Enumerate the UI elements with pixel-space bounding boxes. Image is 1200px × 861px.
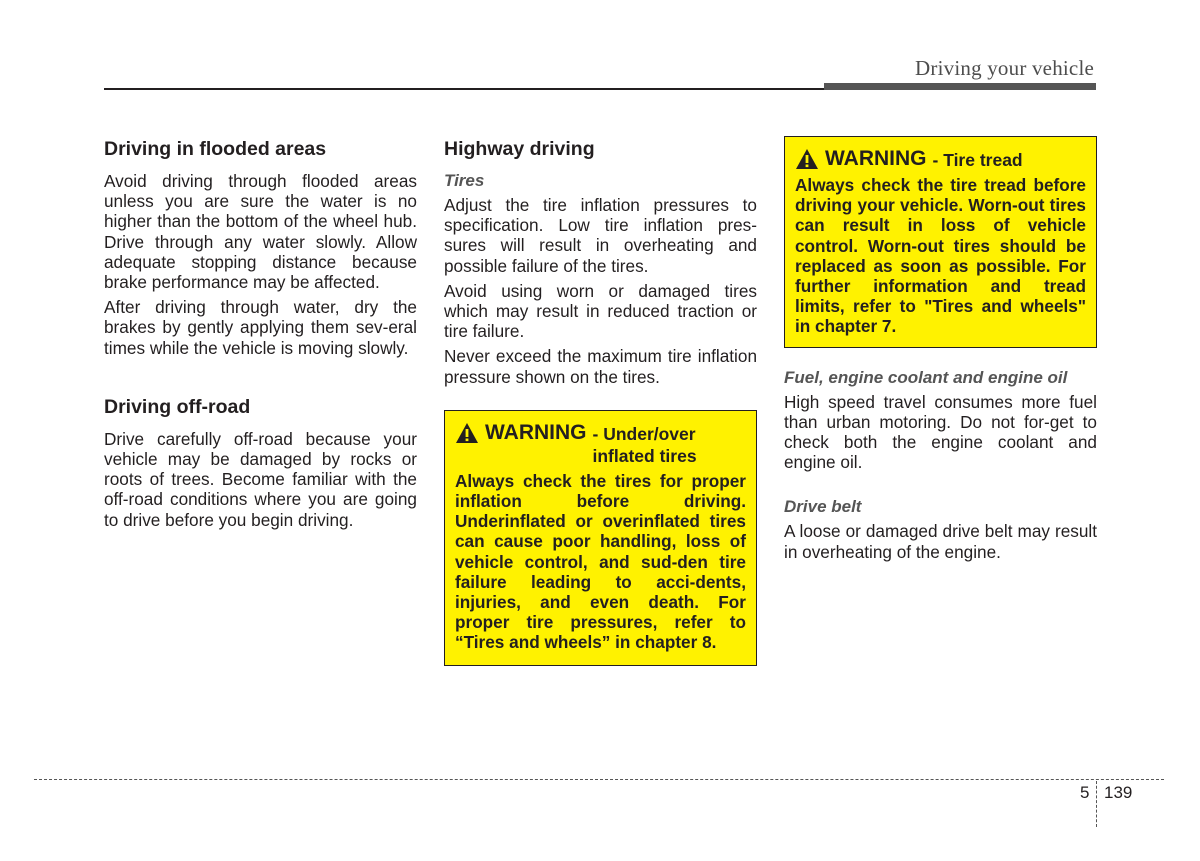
- subheading-fuel-coolant-oil: Fuel, engine coolant and engine oil: [784, 367, 1068, 387]
- warning-body: Always check the tire tread before driving your vehicle. Worn-out tires can result in loss of vehicle control. Worn-out tires should be replaced as soon as possible. For further information and tread limits, refer to "Tires and wheels" in chapter 7.: [795, 175, 1086, 337]
- tires-paragraph-2: Avoid using worn or damaged tires which may result in reduced traction or tire failure.: [444, 280, 757, 342]
- column-left: [104, 136, 417, 535]
- subheading-tires: Tires: [444, 171, 485, 190]
- tires-paragraph-1: Adjust the tire inflation pressures to specification. Low tire inflation pres-sures will result in overheating and possible failure of the tires.: [444, 195, 757, 276]
- column-right: [784, 136, 1097, 567]
- flooded-paragraph-1: Avoid driving through flooded areas unless you are sure the water is no higher than the bottom of the wheel hub. Drive through any water slowly. Allow adequate stopping distance because brake performance may be affected.: [104, 171, 417, 293]
- heading-flooded-areas: Driving in flooded areas: [104, 138, 327, 160]
- header-rule-accent: [824, 83, 1096, 90]
- header-rule: [104, 88, 824, 90]
- belt-paragraph-1: A loose or damaged drive belt may result in overheating of the engine.: [784, 521, 1097, 562]
- offroad-paragraph-1: Drive carefully off-road because your vehicle may be damaged by rocks or roots of trees. Become familiar with the off-road conditions where you are going to drive before you begin driving.: [104, 428, 417, 530]
- warning-body: Always check the tires for proper inflation before driving. Underinflated or overinflated tires can cause poor handling, loss of vehicle control, and sud-den tire failure leading to acci-dents, injuries, and even death. For proper tire pressures, refer to “Tires and wheels” in chapter 8.: [455, 470, 746, 653]
- page-number: 139: [1104, 783, 1133, 802]
- warning-box-tire-tread: [784, 136, 1097, 348]
- warning-subtitle: - Under/over inflated tires: [592, 423, 697, 466]
- warning-label: WARNING: [825, 147, 927, 170]
- heading-off-road: Driving off-road: [104, 395, 251, 418]
- flooded-paragraph-2: After driving through water, dry the brakes by gently applying them sev-eral times while the vehicle is moving slowly.: [104, 297, 417, 358]
- subheading-drive-belt: Drive belt: [784, 497, 862, 517]
- running-header: Driving your vehicle: [915, 56, 1094, 80]
- column-middle: [444, 136, 757, 666]
- warning-subtitle: - Tire tread: [932, 150, 1023, 170]
- footer-rule: [34, 779, 1164, 780]
- chapter-number: 5: [1080, 783, 1090, 802]
- tires-paragraph-3: Never exceed the maximum tire inflation pressure shown on the tires.: [444, 346, 757, 387]
- fuel-paragraph-1: High speed travel consumes more fuel than urban motoring. Do not for-get to check both the engine coolant and engine oil.: [784, 391, 1097, 473]
- footer-divider: [1096, 781, 1097, 827]
- warning-box-inflation: [444, 410, 757, 666]
- heading-highway-driving: Highway driving: [444, 138, 595, 160]
- warning-label: WARNING: [485, 420, 587, 444]
- warning-triangle-icon: [795, 148, 819, 170]
- warning-triangle-icon: [455, 422, 479, 444]
